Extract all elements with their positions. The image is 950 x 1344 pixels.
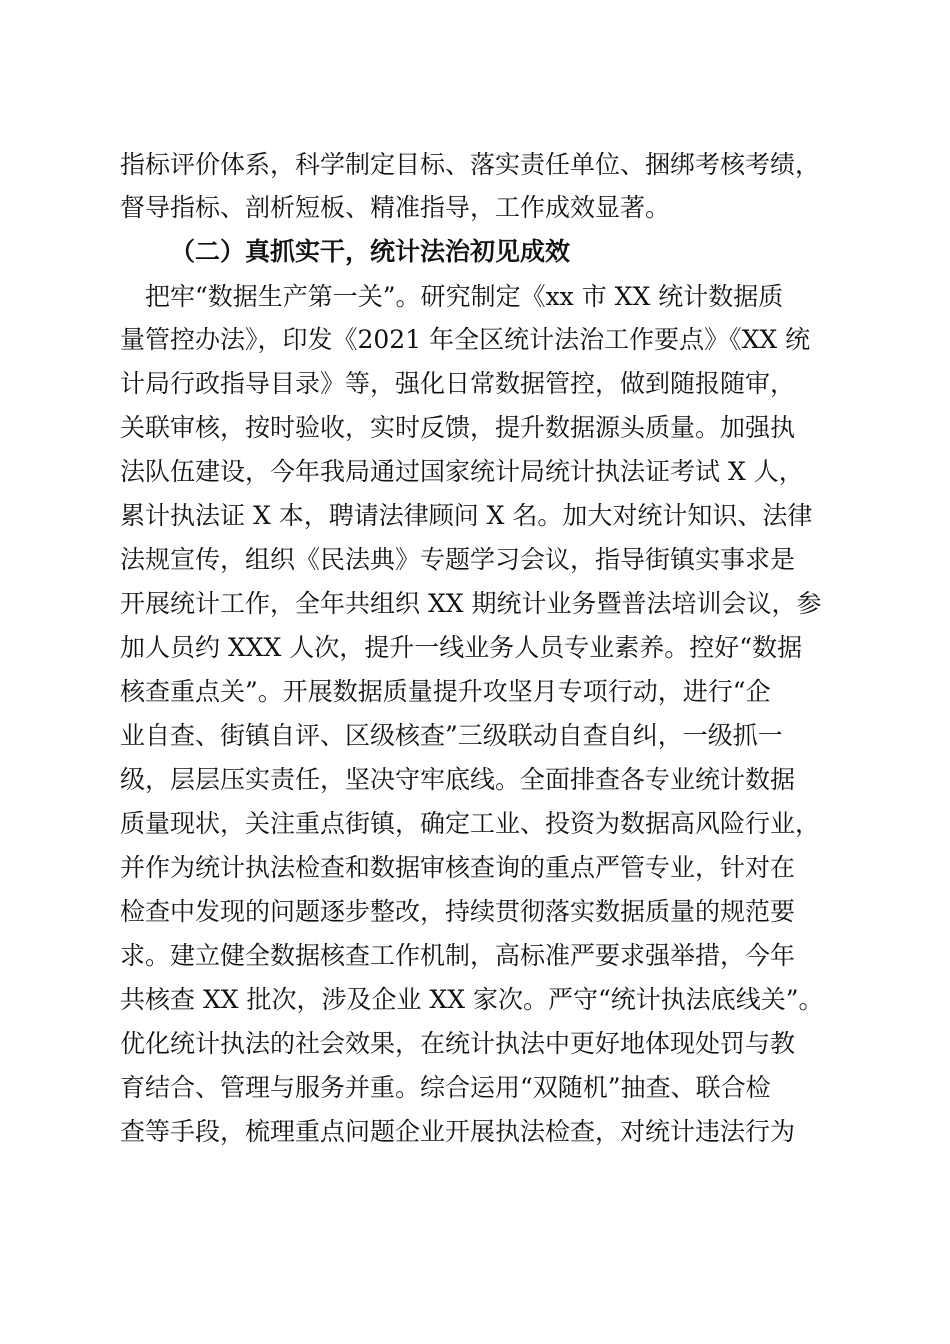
text-line: 级，层层压实责任，坚决守牢底线。全面排查各专业统计数据	[120, 765, 796, 794]
text-line: 质量现状，关注重点街镇，确定工业、投资为数据高风险行业，	[120, 809, 821, 838]
text-line: 督导指标、剖析短板、精准指导，工作成效显著。	[120, 193, 671, 222]
text-line: 加人员约 XXX 人次，提升一线业务人员专业素养。控好“数据	[120, 633, 803, 662]
text-line: 检查中发现的问题逐步整改，持续贯彻落实数据质量的规范要	[120, 897, 796, 926]
text-line: 把牢“数据生产第一关”。研究制定《xx 市 XX 统计数据质	[145, 282, 784, 311]
text-line: 优化统计执法的社会效果，在统计执法中更好地体现处罚与教	[120, 1029, 796, 1058]
text-line: 核查重点关”。开展数据质量提升攻坚月专项行动，进行“企	[120, 677, 771, 706]
section-heading: （二）真抓实干，统计法治初见成效	[170, 237, 571, 266]
text-line: 量管控办法》，印发《2021 年全区统计法治工作要点》《XX 统	[120, 325, 811, 354]
text-line: 法规宣传，组织《民法典》专题学习会议，指导街镇实事求是	[120, 545, 796, 574]
text-line: 求。建立健全数据核查工作机制，高标准严要求强举措，今年	[120, 941, 796, 970]
text-line: 指标评价体系，科学制定目标、落实责任单位、捆绑考核考绩，	[120, 150, 821, 179]
text-line: 业自查、街镇自评、区级核查”三级联动自查自纠，一级抓一	[120, 721, 783, 750]
text-line: 开展统计工作，全年共组织 XX 期统计业务暨普法培训会议，参	[120, 589, 822, 618]
text-line: 法队伍建设，今年我局通过国家统计局统计执法证考试 X 人，	[120, 457, 804, 486]
text-line: 共核查 XX 批次，涉及企业 XX 家次。严守“统计执法底线关”。	[120, 985, 824, 1014]
text-line: 计局行政指导目录》等，强化日常数据管控，做到随报随审，	[120, 369, 796, 398]
text-line: 查等手段，梳理重点问题企业开展执法检查，对统计违法行为	[120, 1117, 796, 1146]
text-line: 累计执法证 X 本，聘请法律顾问 X 名。加大对统计知识、法律	[120, 501, 813, 530]
text-line: 关联审核，按时验收，实时反馈，提升数据源头质量。加强执	[120, 413, 796, 442]
text-line: 育结合、管理与服务并重。综合运用“双随机”抽查、联合检	[120, 1073, 771, 1102]
text-line: 并作为统计执法检查和数据审核查询的重点严管专业，针对在	[120, 853, 796, 882]
